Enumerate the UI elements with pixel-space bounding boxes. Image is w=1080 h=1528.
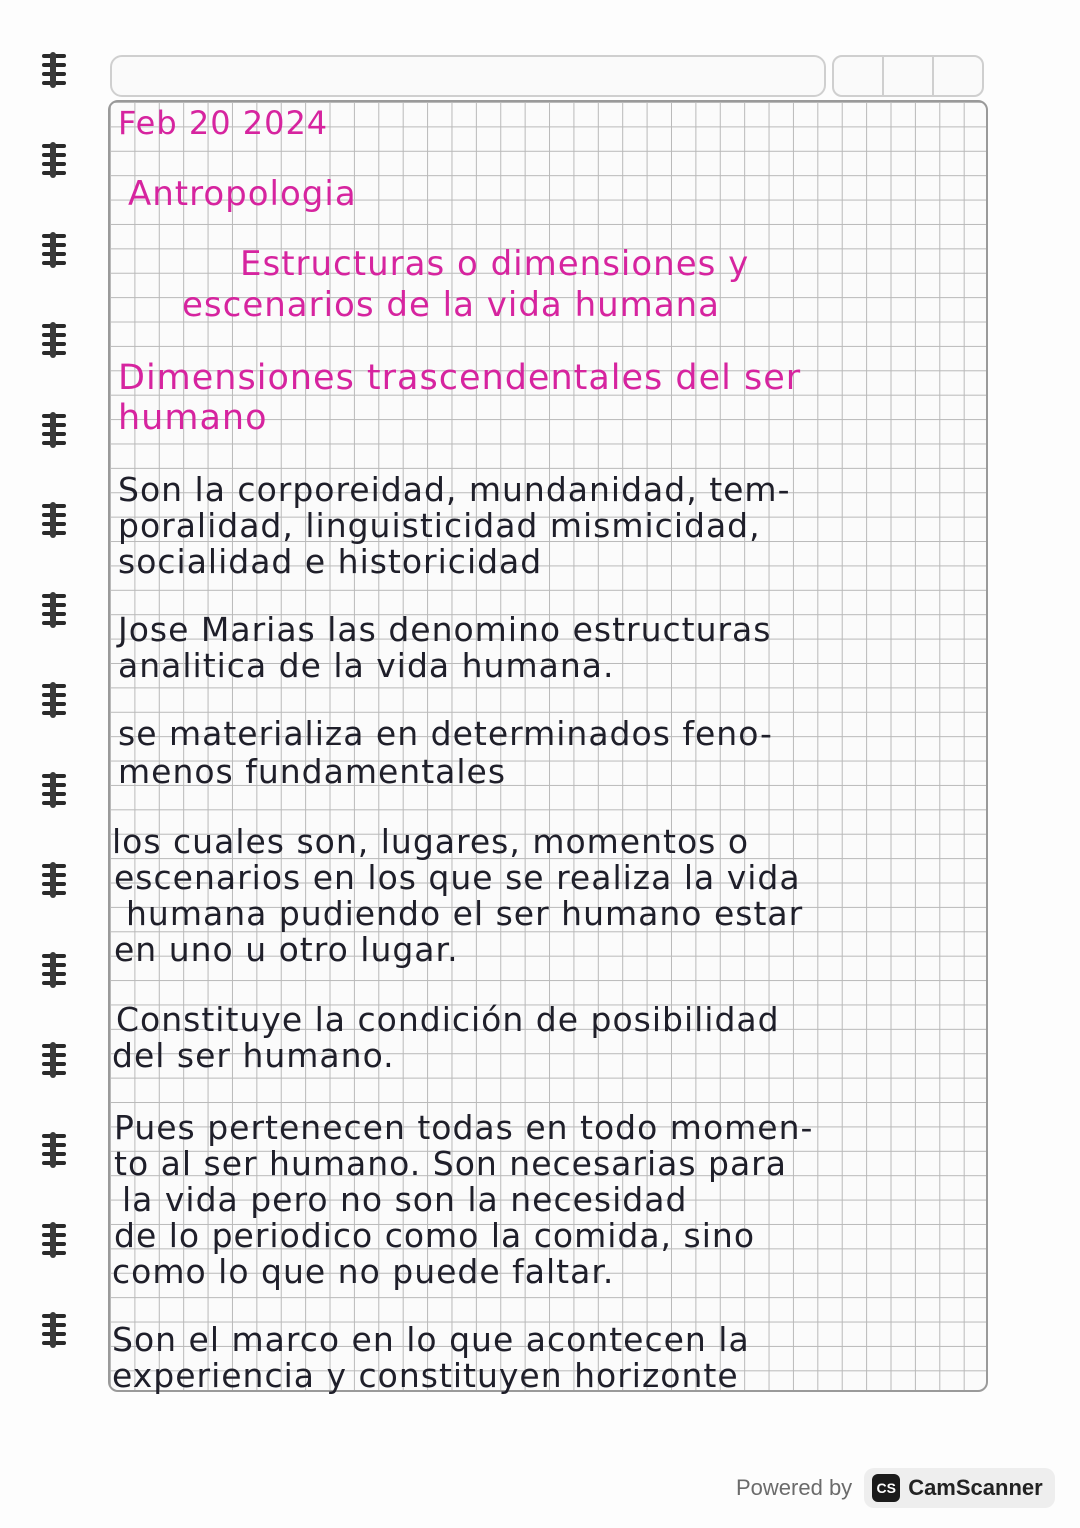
spiral-ring (38, 410, 72, 450)
note-title-line-1: Estructuras o dimensiones y (240, 244, 750, 284)
spiral-ring (38, 320, 72, 360)
paragraph-line: socialidad e historicidad (118, 542, 543, 581)
spiral-ring (38, 590, 72, 630)
paragraph-line: en uno u otro lugar. (114, 930, 459, 969)
spiral-ring (38, 1220, 72, 1260)
paragraph-line: menos fundamentales (118, 752, 507, 791)
section-heading-line-2: humano (118, 398, 268, 438)
camscanner-brand-name: CamScanner (908, 1475, 1043, 1500)
spiral-ring (38, 50, 72, 90)
spiral-ring (38, 1130, 72, 1170)
section-heading-line-1: Dimensiones trascendentales del ser (118, 358, 802, 398)
paragraph-line: como lo que no puede faltar. (112, 1252, 615, 1291)
paragraph-line: escenarios en los que se realiza la vida (114, 858, 801, 897)
paragraph-line: Jose Marias las denomino estructuras (118, 610, 772, 649)
paragraph-line: poralidad, linguisticidad mismicidad, (118, 506, 761, 545)
paragraph-line: Pues pertenecen todas en todo momen- (114, 1108, 814, 1147)
powered-by-text: Powered by (736, 1475, 853, 1500)
paragraph-line: del ser humano. (112, 1036, 395, 1075)
note-subject: Antropologia (128, 174, 357, 214)
paragraph-line: to al ser humano. Son necesarias para (114, 1144, 787, 1183)
paragraph-line: de lo periodico como la comida, sino (114, 1216, 756, 1255)
paragraph-line: analitica de la vida humana. (118, 646, 615, 685)
spiral-binding (28, 40, 78, 1420)
header-date-box-day (832, 55, 884, 97)
paragraph-line: los cuales son, lugares, momentos o (112, 822, 750, 861)
spiral-ring (38, 500, 72, 540)
paragraph-line: la vida pero no son la necesidad (122, 1180, 688, 1219)
camscanner-badge (864, 1468, 1055, 1508)
spiral-ring (38, 1040, 72, 1080)
paragraph-line: Son la corporeidad, mundanidad, tem- (118, 470, 791, 509)
paragraph-line: se materializa en determinados feno- (118, 714, 773, 753)
camscanner-logo-icon: CS (872, 1474, 900, 1502)
spiral-ring (38, 770, 72, 810)
spiral-ring (38, 230, 72, 270)
camscanner-watermark (736, 1466, 1055, 1510)
paragraph-line: Son el marco en lo que acontecen la (112, 1320, 750, 1359)
header-name-field (110, 55, 826, 97)
note-date: Feb 20 2024 (118, 104, 329, 142)
note-title-line-2: escenarios de la vida humana (182, 285, 720, 325)
paragraph-line: humana pudiendo el ser humano estar (126, 894, 804, 933)
header-date-box-year (932, 55, 984, 97)
paragraph-line: experiencia y constituyen horizonte (112, 1356, 739, 1395)
spiral-ring (38, 1310, 72, 1350)
spiral-ring (38, 950, 72, 990)
spiral-ring (38, 140, 72, 180)
paragraph-line: Constituye la condición de posibilidad (116, 1000, 780, 1039)
spiral-ring (38, 860, 72, 900)
spiral-ring (38, 680, 72, 720)
header-date-box-month (882, 55, 934, 97)
